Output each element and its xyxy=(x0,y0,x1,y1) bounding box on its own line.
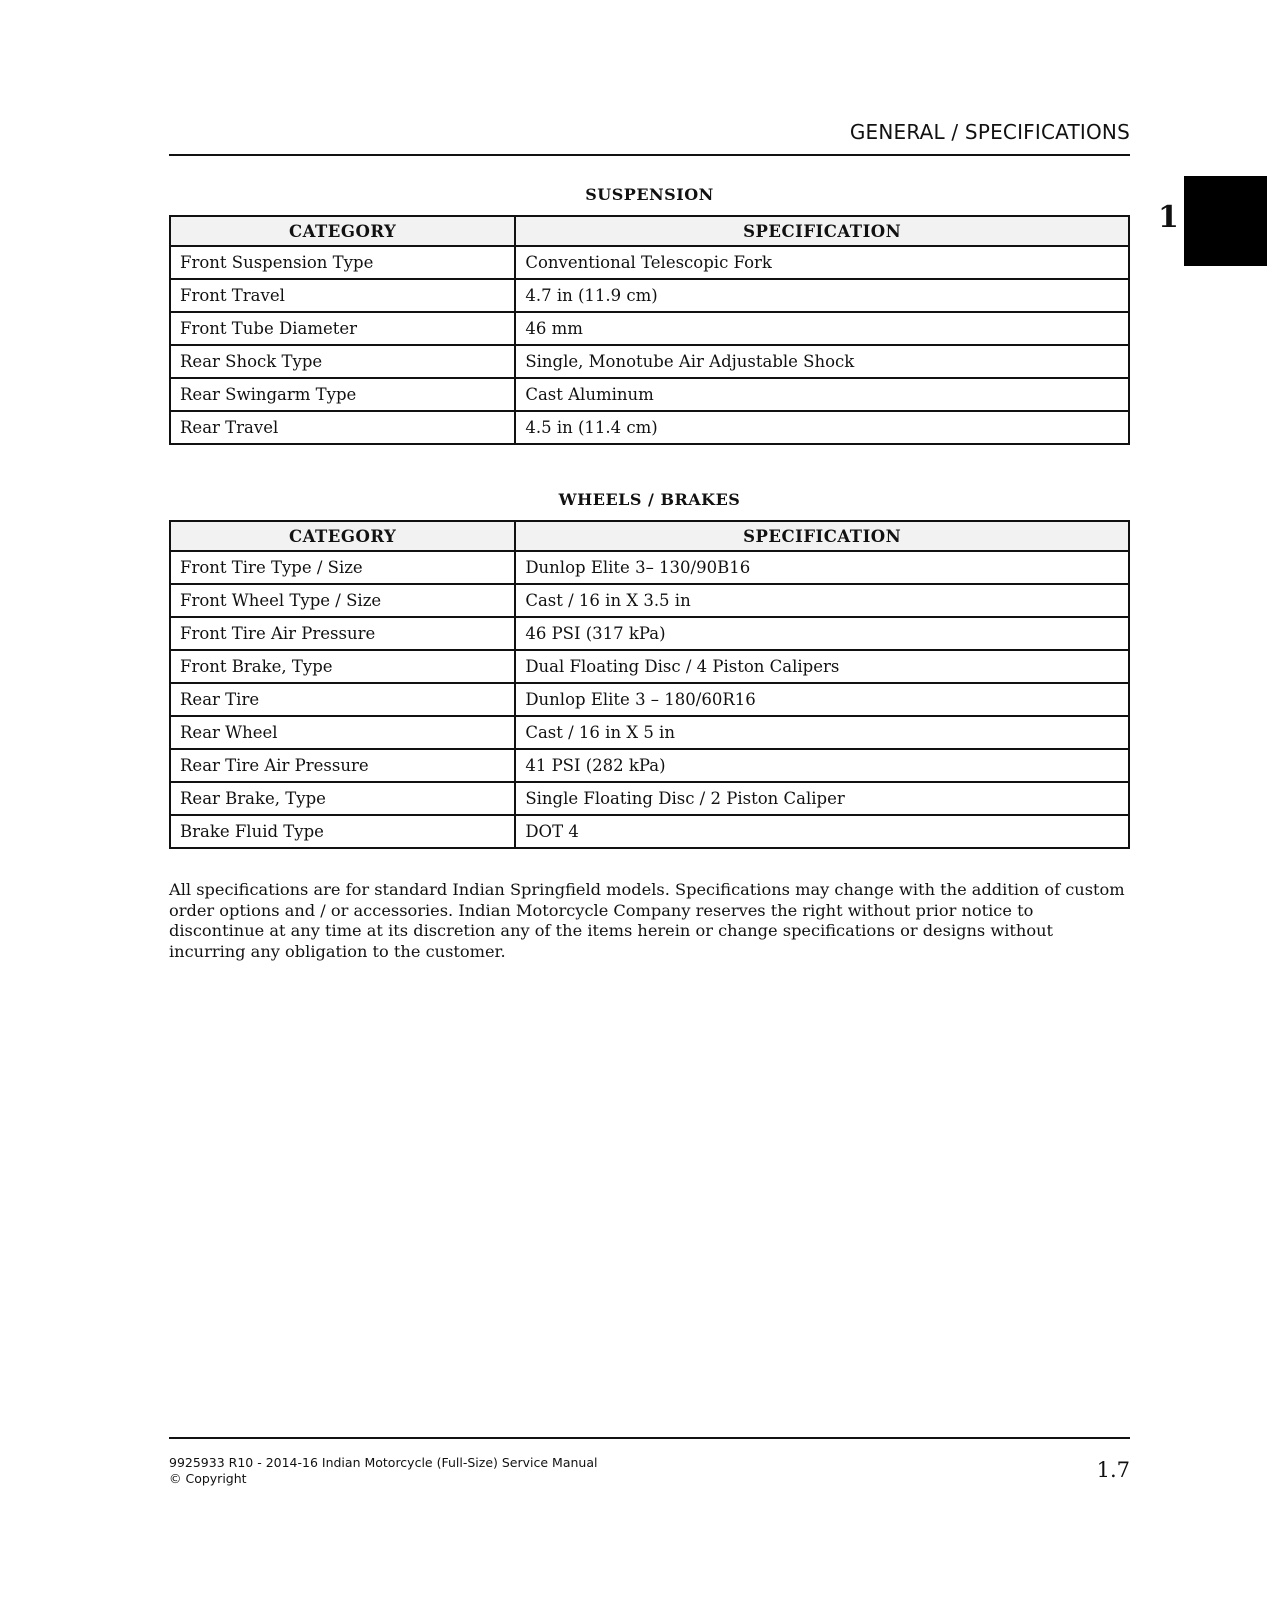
column-header-category: CATEGORY xyxy=(170,521,515,551)
footer-manual-title: 9925933 R10 - 2014-16 Indian Motorcycle (Full-Size) Service Manual xyxy=(169,1455,598,1470)
cell-category: Rear Brake, Type xyxy=(170,782,515,815)
table-row xyxy=(170,716,1129,749)
cell-category: Front Brake, Type xyxy=(170,650,515,683)
cell-category: Rear Travel xyxy=(170,411,515,444)
table-row xyxy=(170,279,1129,312)
chapter-number: 1 xyxy=(1158,200,1179,235)
column-header-specification: SPECIFICATION xyxy=(515,216,1129,246)
cell-specification: Single Floating Disc / 2 Piston Caliper xyxy=(515,782,1129,815)
cell-category: Front Tire Type / Size xyxy=(170,551,515,584)
footer-copyright: © Copyright xyxy=(169,1471,247,1486)
header-rule xyxy=(169,154,1130,156)
table-row xyxy=(170,411,1129,444)
cell-specification: 46 mm xyxy=(515,312,1129,345)
footer-text xyxy=(169,1455,597,1487)
table-row xyxy=(170,815,1129,848)
table-row xyxy=(170,378,1129,411)
cell-category: Rear Swingarm Type xyxy=(170,378,515,411)
cell-specification: 41 PSI (282 kPa) xyxy=(515,749,1129,782)
table-header-row xyxy=(170,521,1129,551)
wheels-brakes-title: WHEELS / BRAKES xyxy=(558,490,741,509)
cell-specification: Cast Aluminum xyxy=(515,378,1129,411)
page-number: 1.7 xyxy=(1096,1458,1130,1482)
table-row xyxy=(170,551,1129,584)
cell-category: Rear Shock Type xyxy=(170,345,515,378)
footer-rule xyxy=(169,1437,1130,1439)
table-row xyxy=(170,749,1129,782)
cell-category: Rear Wheel xyxy=(170,716,515,749)
table-row xyxy=(170,246,1129,279)
chapter-tab xyxy=(1184,176,1267,266)
table-row xyxy=(170,345,1129,378)
cell-category: Rear Tire Air Pressure xyxy=(170,749,515,782)
specifications-note: All specifications are for standard Indian Springfield models. Specifications may change with the addition of custom order options and / or accessories. Indian Motorcycle Company reserves the right without prior notice to discontinue at any time at its discretion any of the items herein or change specifications or designs without incurring any obligation to the customer. xyxy=(169,880,1125,961)
column-header-category: CATEGORY xyxy=(170,216,515,246)
cell-specification: Dunlop Elite 3 – 180/60R16 xyxy=(515,683,1129,716)
suspension-table xyxy=(169,215,1130,445)
cell-specification: Cast / 16 in X 3.5 in xyxy=(515,584,1129,617)
table-row xyxy=(170,617,1129,650)
table-row xyxy=(170,782,1129,815)
cell-category: Front Suspension Type xyxy=(170,246,515,279)
table-row xyxy=(170,312,1129,345)
page-header-title: GENERAL / SPECIFICATIONS xyxy=(849,120,1130,144)
cell-category: Brake Fluid Type xyxy=(170,815,515,848)
cell-category: Front Travel xyxy=(170,279,515,312)
cell-specification: 4.5 in (11.4 cm) xyxy=(515,411,1129,444)
cell-category: Front Wheel Type / Size xyxy=(170,584,515,617)
cell-specification: Dunlop Elite 3– 130/90B16 xyxy=(515,551,1129,584)
table-header-row xyxy=(170,216,1129,246)
cell-specification: Dual Floating Disc / 4 Piston Calipers xyxy=(515,650,1129,683)
cell-category: Front Tube Diameter xyxy=(170,312,515,345)
cell-category: Rear Tire xyxy=(170,683,515,716)
cell-specification: Cast / 16 in X 5 in xyxy=(515,716,1129,749)
table-row xyxy=(170,683,1129,716)
wheels-brakes-table xyxy=(169,520,1130,849)
cell-specification: 46 PSI (317 kPa) xyxy=(515,617,1129,650)
suspension-title: SUSPENSION xyxy=(585,185,714,204)
cell-category: Front Tire Air Pressure xyxy=(170,617,515,650)
cell-specification: 4.7 in (11.9 cm) xyxy=(515,279,1129,312)
cell-specification: DOT 4 xyxy=(515,815,1129,848)
table-row xyxy=(170,650,1129,683)
column-header-specification: SPECIFICATION xyxy=(515,521,1129,551)
cell-specification: Conventional Telescopic Fork xyxy=(515,246,1129,279)
table-row xyxy=(170,584,1129,617)
cell-specification: Single, Monotube Air Adjustable Shock xyxy=(515,345,1129,378)
